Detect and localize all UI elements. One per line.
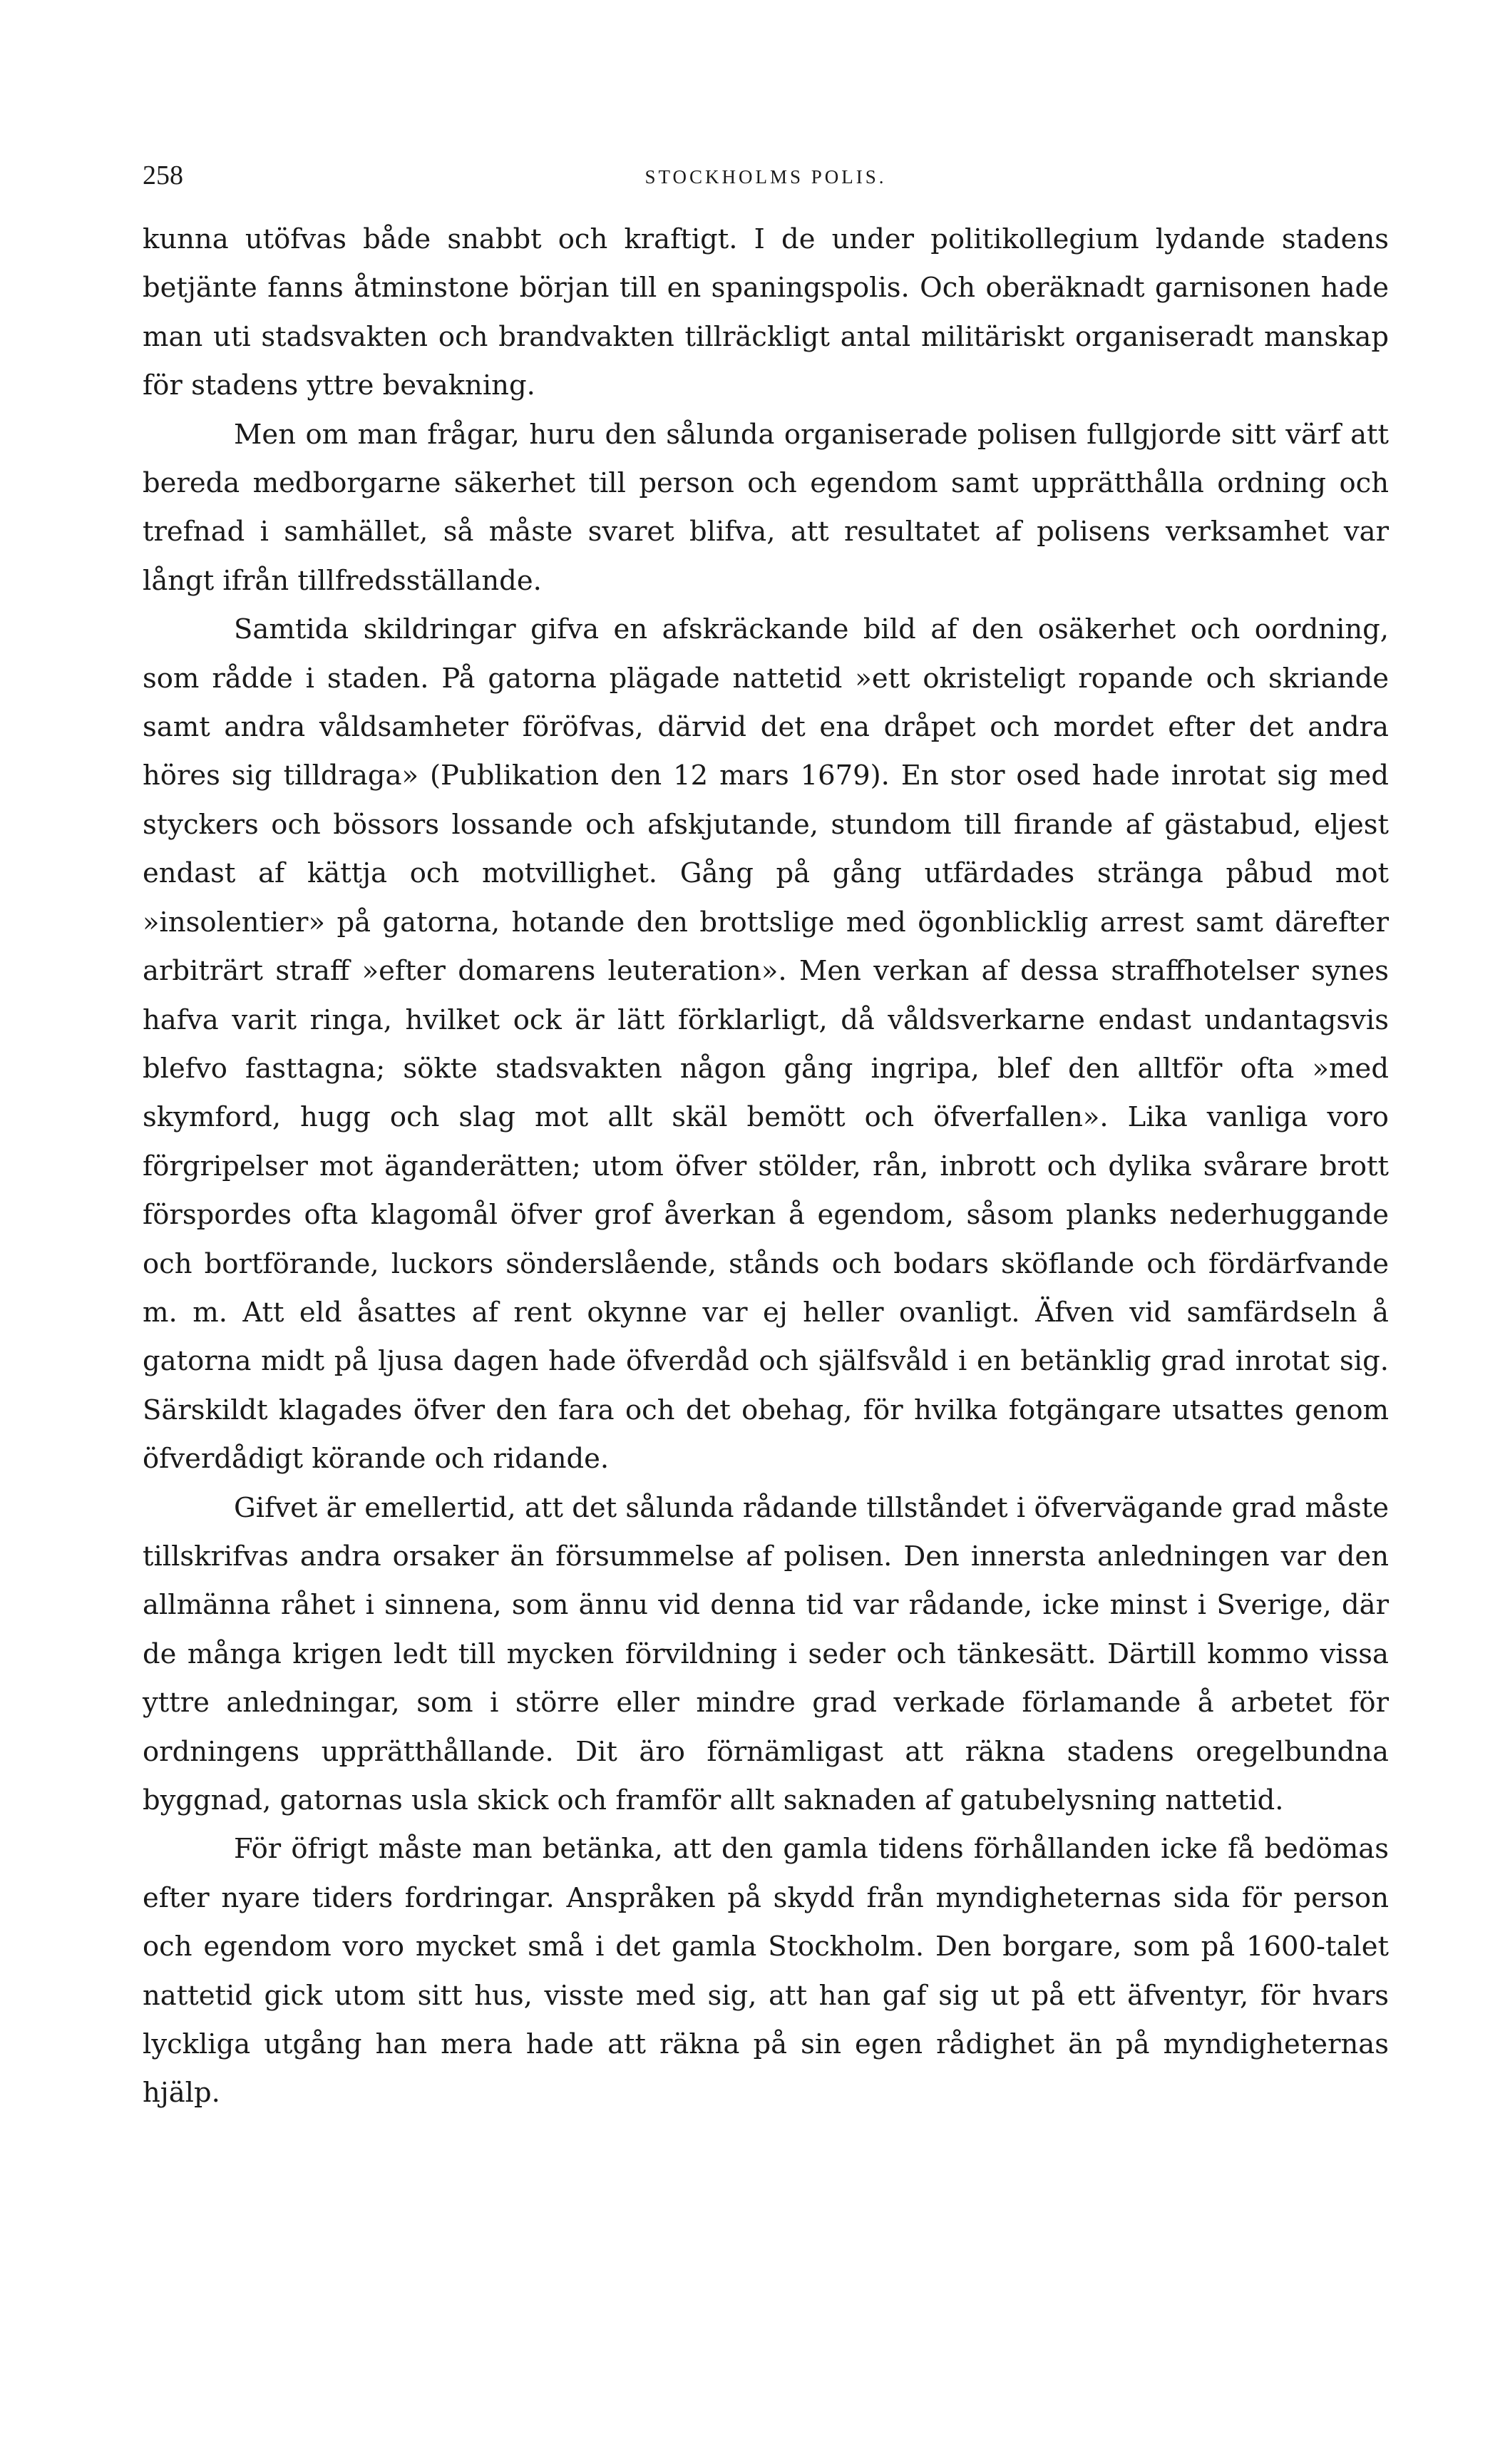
- paragraph: För öfrigt måste man betänka, att den gamla tidens förhållanden icke få bedömas efter nyare tiders fordringar. Anspråken på skydd från myndigheternas sida för person och egendom voro mycket små i det gamla Stockholm. Den borgare, som på 1600-talet nattetid gick utom sitt hus, visste med sig, att han gaf sig ut på ett äfventyr, för hvars lyckliga utgång han mera hade att räkna på sin egen rådighet än på myndigheternas hjälp.: [143, 1833, 1389, 2110]
- body-text: [143, 215, 1389, 2118]
- running-head: [143, 155, 1389, 198]
- running-title: STOCKHOLMS POLIS.: [644, 166, 887, 188]
- page-number: 258: [143, 160, 183, 190]
- paragraph: Samtida skildringar gifva en afskräckande bild af den osäkerhet och oordning, som rådde i staden. På gatorna plägade nattetid »ett okristeligt ropande och skriande samt andra våldsamheter föröfvas, därvid det ena dråpet och mordet efter det andra höres sig tilldraga» (Publikation den 12 mars 1679). En stor osed hade inrotat sig med styckers och bössors lossande och afskjutande, stundom till firande af gästabud, eljest endast af kättja och motvillighet. Gång på gång utfärdades stränga påbud mot »insolentier» på gatorna, hotande den brottslige med ögonblicklig arrest samt därefter arbiträrt straff »efter domarens leuteration». Men verkan af dessa straffhotelser synes hafva varit ringa, hvilket ock är lätt förklarligt, då våldsverkarne endast undantagsvis blefvo fasttagna; sökte stadsvakten någon gång ingripa, blef den alltför ofta »med skymford, hugg och slag mot allt skäl bemött och öfverfallen». Lika vanliga voro förgripelser mot äganderätten; utom öfver stölder, rån, inbrott och dylika svårare brott förspordes ofta klagomål öfver grof åverkan å egendom, såsom planks nederhuggande och bortförande, luckors sönderslående, stånds och bodars sköflande och fördärfvande m. m. Att eld åsattes af rent okynne var ej heller ovanligt. Äfven vid samfärdseln å gatorna midt på ljusa dagen hade öfverdåd och själfsvåld i en betänklig grad inrotat sig. Särskildt klagades öfver den fara och det obehag, för hvilka fotgängare utsattes genom öfverdådigt körande och ridande.: [143, 613, 1389, 1476]
- paragraph-continued: kunna utöfvas både snabbt och kraftigt. I de under politikollegium lydande stadens betjänte fanns åtminstone början till en spaningspolis. Och oberäknadt garnisonen hade man uti stadsvakten och brandvakten tillräckligt antal militäriskt organiseradt manskap för stadens yttre bevakning.: [143, 223, 1389, 402]
- paragraph: Gifvet är emellertid, att det sålunda rådande tillståndet i öfvervägande grad måste tillskrifvas andra orsaker än försummelse af polisen. Den innersta anledningen var den allmänna råhet i sinnena, som ännu vid denna tid var rådande, icke minst i Sverige, där de många krigen ledt till mycken förvildning i seder och tänkesätt. Därtill kommo vissa yttre anledningar, som i större eller mindre grad verkade förlamande å arbetet för ordningens upprätthållande. Dit äro förnämligast att räkna stadens oregelbundna byggnad, gatornas usla skick och framför allt saknaden af gatubelysning nattetid.: [143, 1491, 1389, 1816]
- paragraph: Men om man frågar, huru den sålunda organiserade polisen fullgjorde sitt värf att bereda medborgarne säkerhet till person och egendom samt upprätthålla ordning och trefnad i samhället, så måste svaret blifva, att resultatet af polisens verksamhet var långt ifrån tillfredsställande.: [143, 418, 1389, 597]
